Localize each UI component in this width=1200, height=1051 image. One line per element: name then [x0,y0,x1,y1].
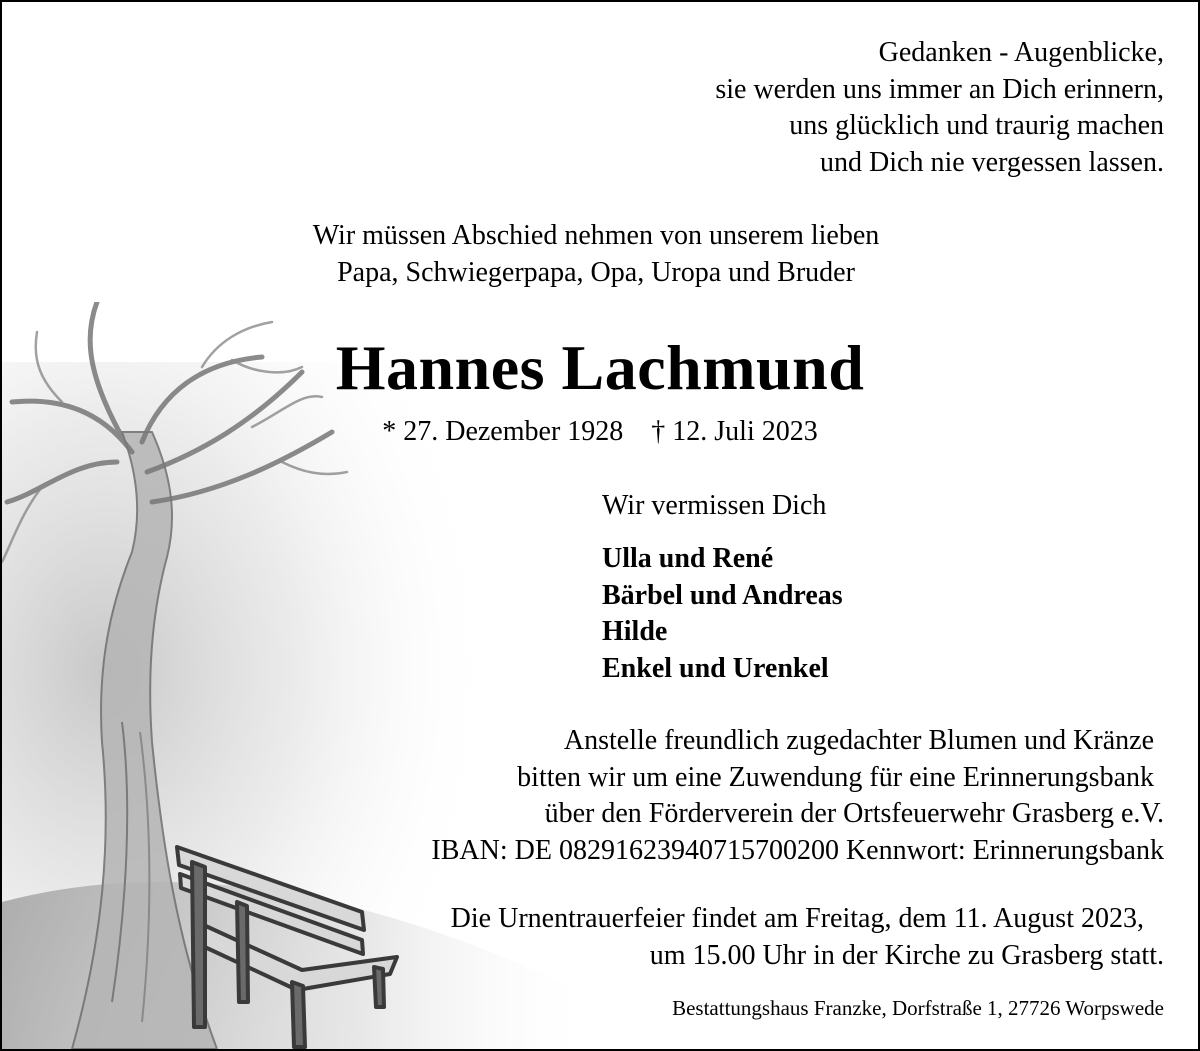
deceased-name: Hannes Lachmund [335,332,865,403]
mourners-heading: Wir vermissen Dich [602,490,827,521]
intro-line: Papa, Schwiegerpapa, Opa, Uropa und Bruder [337,256,855,288]
undertaker-footer: Bestattungshaus Franzke, Dorfstraße 1, 27726 Worpswede [672,996,1164,1020]
poem-line: sie werden uns immer an Dich erinnern, [715,73,1164,105]
mourners-list [602,541,843,687]
intro-line: Wir müssen Abschied nehmen von unserem lieben [312,220,880,251]
poem-line: und Dich nie vergessen lassen. [820,146,1164,178]
donation-notice [431,723,1164,869]
mourner-name: Enkel und Urenkel [602,652,829,684]
iban-line: IBAN: DE 08291623940715700200 Kennwort: Erinnerungsbank [431,834,1164,866]
donation-line: bitten wir um eine Zuwendung für eine Erinnerungsbank [517,761,1154,793]
poem-line: Gedanken - Augenblicke, [878,37,1164,68]
farewell-intro [2,218,1198,291]
life-dates [2,414,1198,450]
memorial-poem [715,35,1164,181]
ceremony-line: um 15.00 Uhr in der Kirche zu Grasberg statt. [649,939,1164,971]
donation-line: Anstelle freundlich zugedachter Blumen und Kränze [563,725,1154,756]
poem-line: uns glücklich und traurig machen [789,110,1164,141]
death-date: † 12. Juli 2023 [651,416,818,447]
ceremony-notice [451,901,1164,974]
mourner-name: Bärbel und Andreas [602,579,843,611]
birth-date: * 27. Dezember 1928 [382,416,624,447]
mourner-name: Ulla und René [602,543,774,574]
donation-line: über den Förderverein der Ortsfeuerwehr Grasberg e.V. [544,798,1164,829]
ceremony-line: Die Urnentrauerfeier findet am Freitag, dem 11. August 2023, [450,903,1144,934]
mourner-name: Hilde [602,616,668,647]
